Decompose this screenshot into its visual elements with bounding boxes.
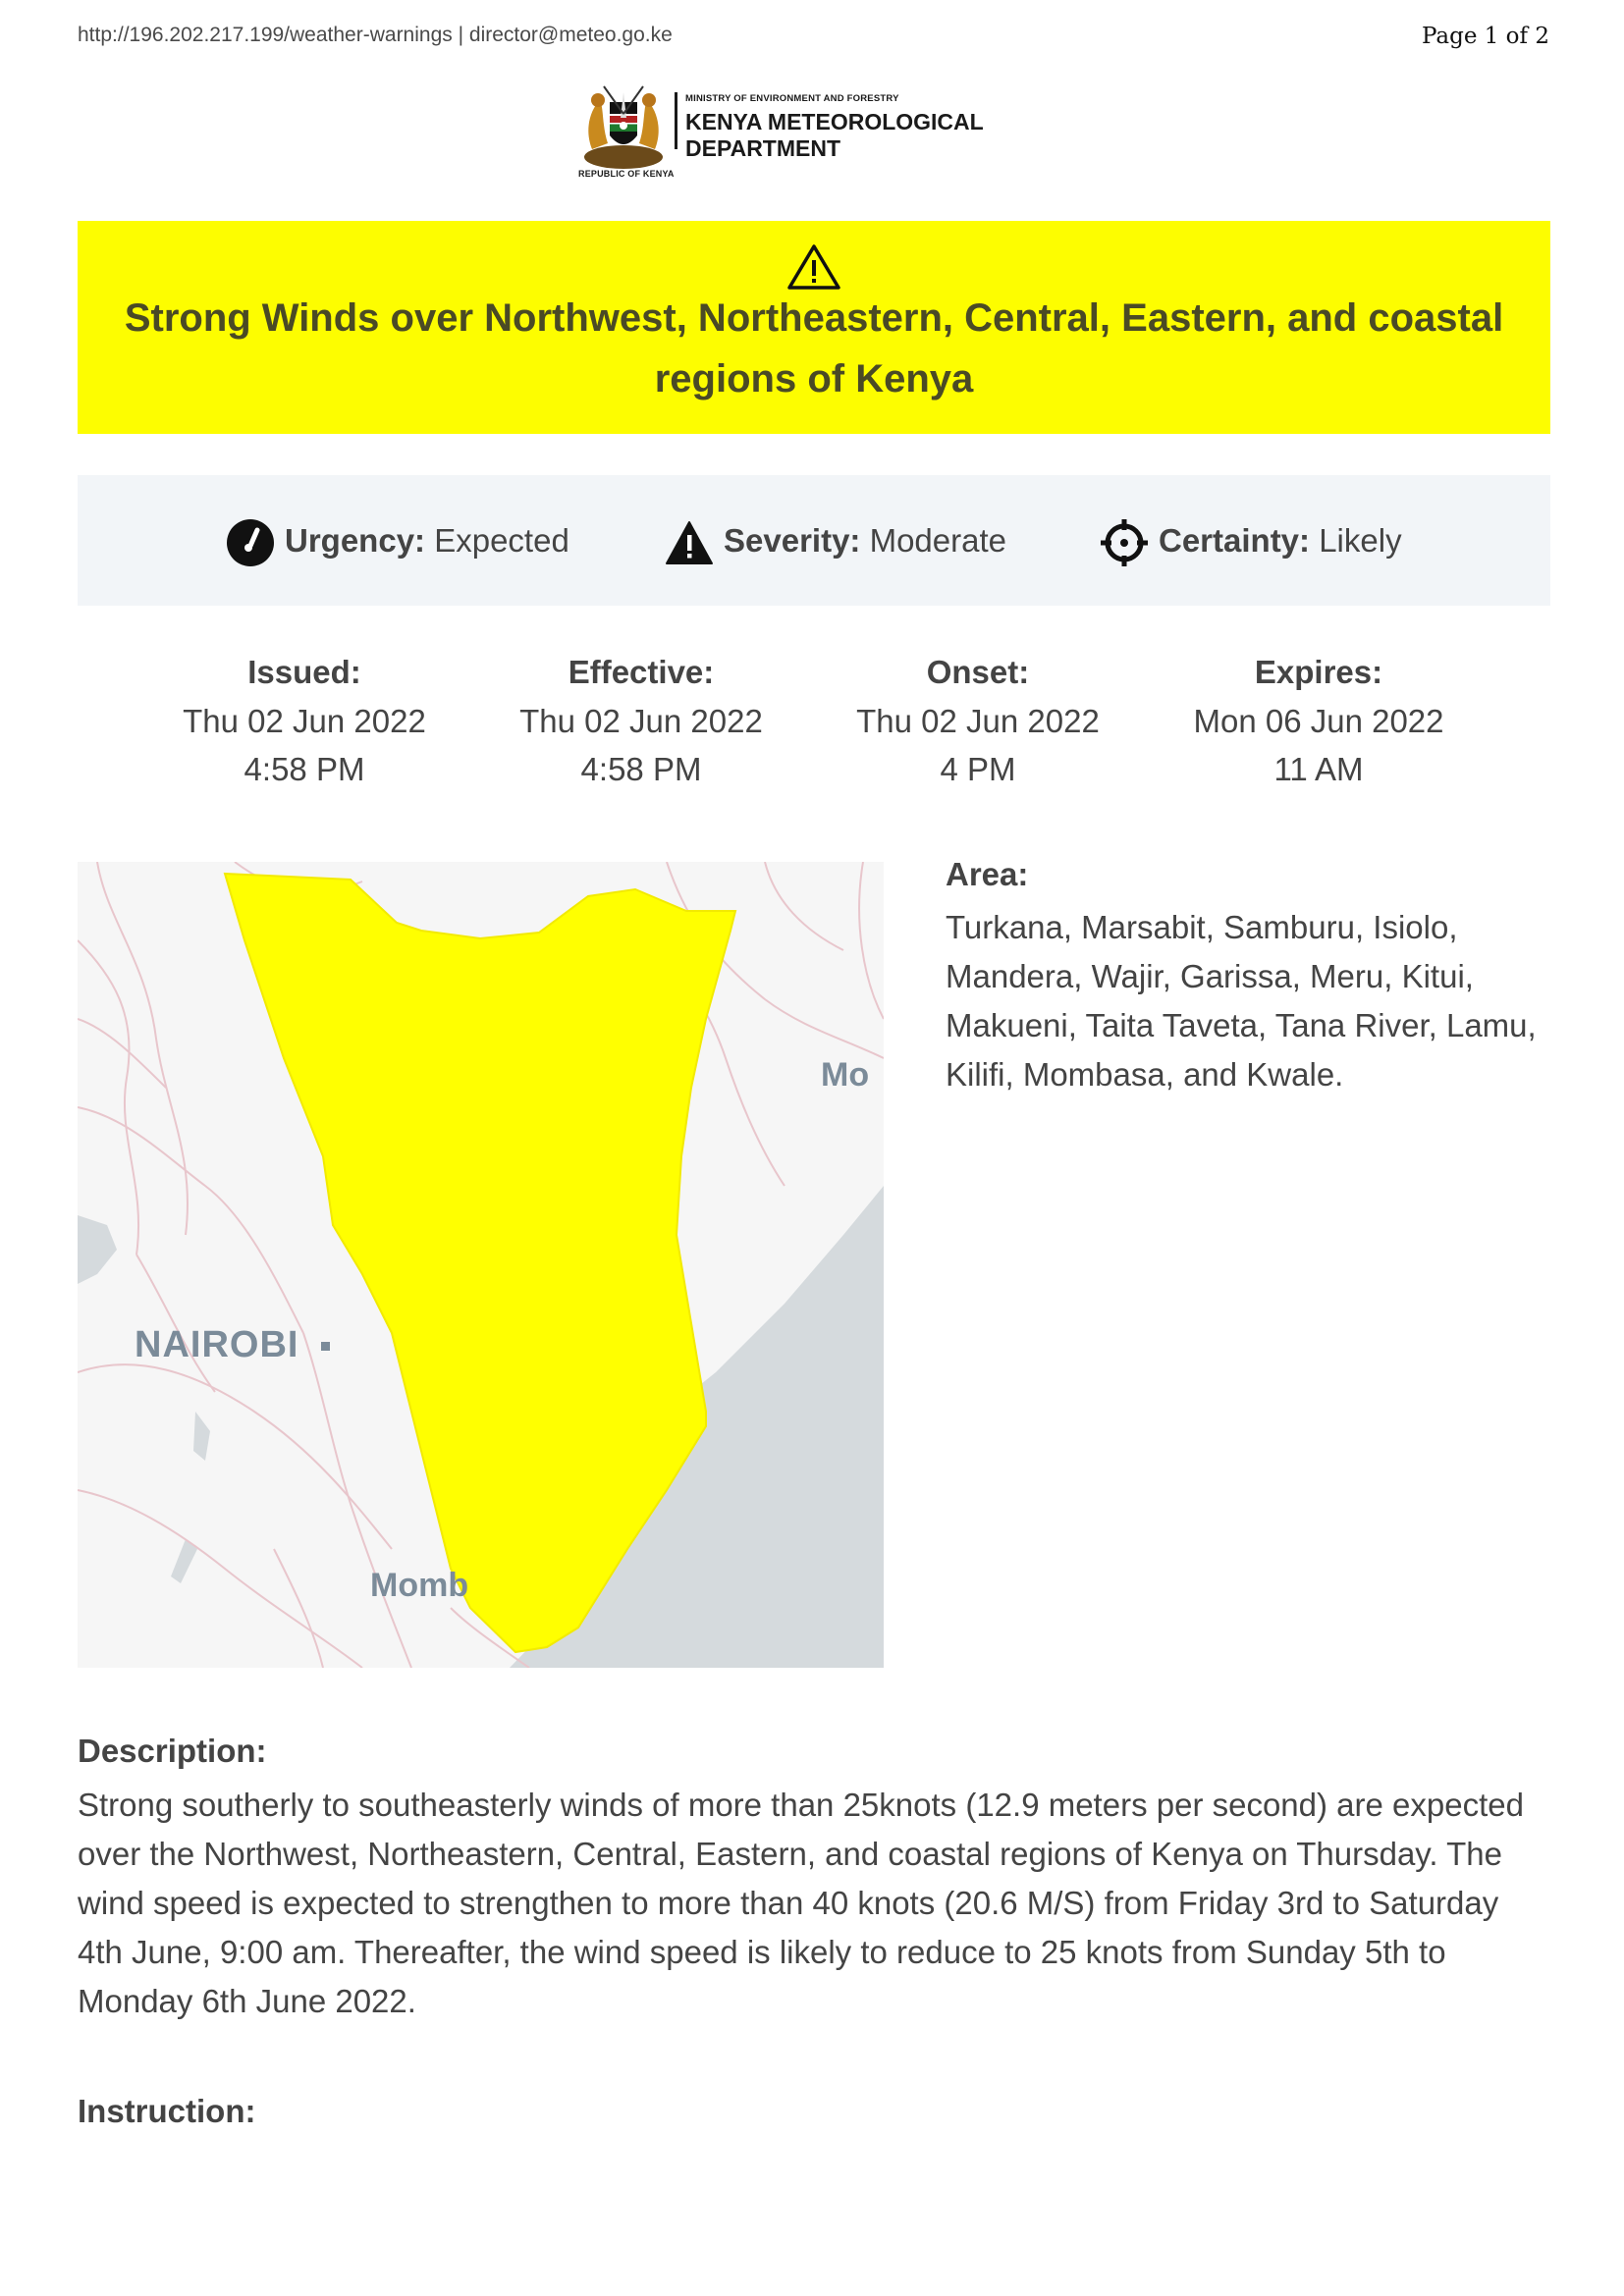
onset-time: 4 PM (940, 751, 1016, 787)
nairobi-marker (321, 1342, 330, 1351)
issued-block (157, 648, 452, 793)
certainty-label: Certainty: (1159, 522, 1311, 559)
department-name-line2: DEPARTMENT (685, 135, 841, 161)
crosshair-icon (1100, 518, 1149, 567)
onset-block (831, 648, 1125, 793)
source-url-link[interactable]: http://196.202.217.199/weather-warnings (78, 24, 453, 46)
urgency-label: Urgency: (285, 522, 426, 559)
department-name-line1: KENYA METEOROLOGICAL (685, 109, 984, 134)
email-link[interactable]: director@meteo.go.ke (468, 24, 673, 46)
onset-label: Onset: (926, 654, 1030, 690)
description-text: Strong southerly to southeasterly winds of more than 25knots (12.9 meters per second) are expected over the Northwest, Northeastern, Central, Eastern, and coastal regions of Kenya on Thursday. The wind speed is expected to strengthen to more than 40 knots (20.6 M/S) from Friday 3rd to Saturday 4th June, 9:00 am. Thereafter, the wind speed is likely to reduce to 25 knots from Sunday 5th to Monday 6th June 2022. (78, 1787, 1524, 2019)
warning-title: Strong Winds over Northwest, Northeastern, Central, Eastern, and coastal regions of Kenya (124, 296, 1504, 400)
warning-area-map[interactable] (78, 862, 884, 1668)
issued-label: Issued: (247, 654, 361, 690)
republic-of-kenya-label: REPUBLIC OF KENYA (578, 169, 675, 179)
map-label-mogadishu: Mo (821, 1056, 870, 1094)
expires-time: 11 AM (1273, 751, 1364, 787)
page-number: Page 1 of 2 (1421, 24, 1549, 49)
effective-block (494, 648, 788, 793)
expires-date: Mon 06 Jun 2022 (1193, 703, 1444, 739)
map-label-nairobi: NAIROBI (135, 1324, 299, 1365)
coat-of-arms-icon (574, 79, 673, 183)
map-label-mombasa: Momb (370, 1567, 469, 1604)
map-canvas (78, 862, 884, 1668)
header-separator: | (452, 24, 469, 46)
onset-date: Thu 02 Jun 2022 (856, 703, 1100, 739)
issued-time: 4:58 PM (244, 751, 365, 787)
ministry-label: MINISTRY OF ENVIRONMENT AND FORESTRY (685, 93, 899, 104)
issued-date: Thu 02 Jun 2022 (183, 703, 426, 739)
kmd-logo (574, 79, 997, 183)
effective-time: 4:58 PM (580, 751, 702, 787)
effective-label: Effective: (568, 654, 715, 690)
warning-banner (78, 221, 1550, 434)
logo-divider (675, 92, 677, 149)
area-text: Turkana, Marsabit, Samburu, Isiolo, Mandera, Wajir, Garissa, Meru, Kitui, Makueni, Taita Taveta, Tana River, Lamu, Kilifi, Mombasa, and Kwale. (946, 909, 1537, 1093)
warning-triangle-icon (665, 518, 714, 567)
clock-icon (226, 518, 275, 567)
expires-block (1171, 648, 1466, 793)
description-label: Description: (78, 1733, 267, 1769)
department-name (685, 109, 984, 162)
severity-label: Severity: (724, 522, 861, 559)
page-header-source (78, 24, 673, 47)
certainty-value: Likely (1319, 522, 1402, 559)
warning-attributes (78, 475, 1550, 606)
urgency-value: Expected (434, 522, 569, 559)
expires-label: Expires: (1254, 654, 1383, 690)
area-label: Area: (946, 856, 1029, 892)
warning-triangle-icon (786, 242, 841, 292)
effective-date: Thu 02 Jun 2022 (519, 703, 763, 739)
instruction-label: Instruction: (78, 2093, 256, 2129)
severity-value: Moderate (869, 522, 1007, 559)
